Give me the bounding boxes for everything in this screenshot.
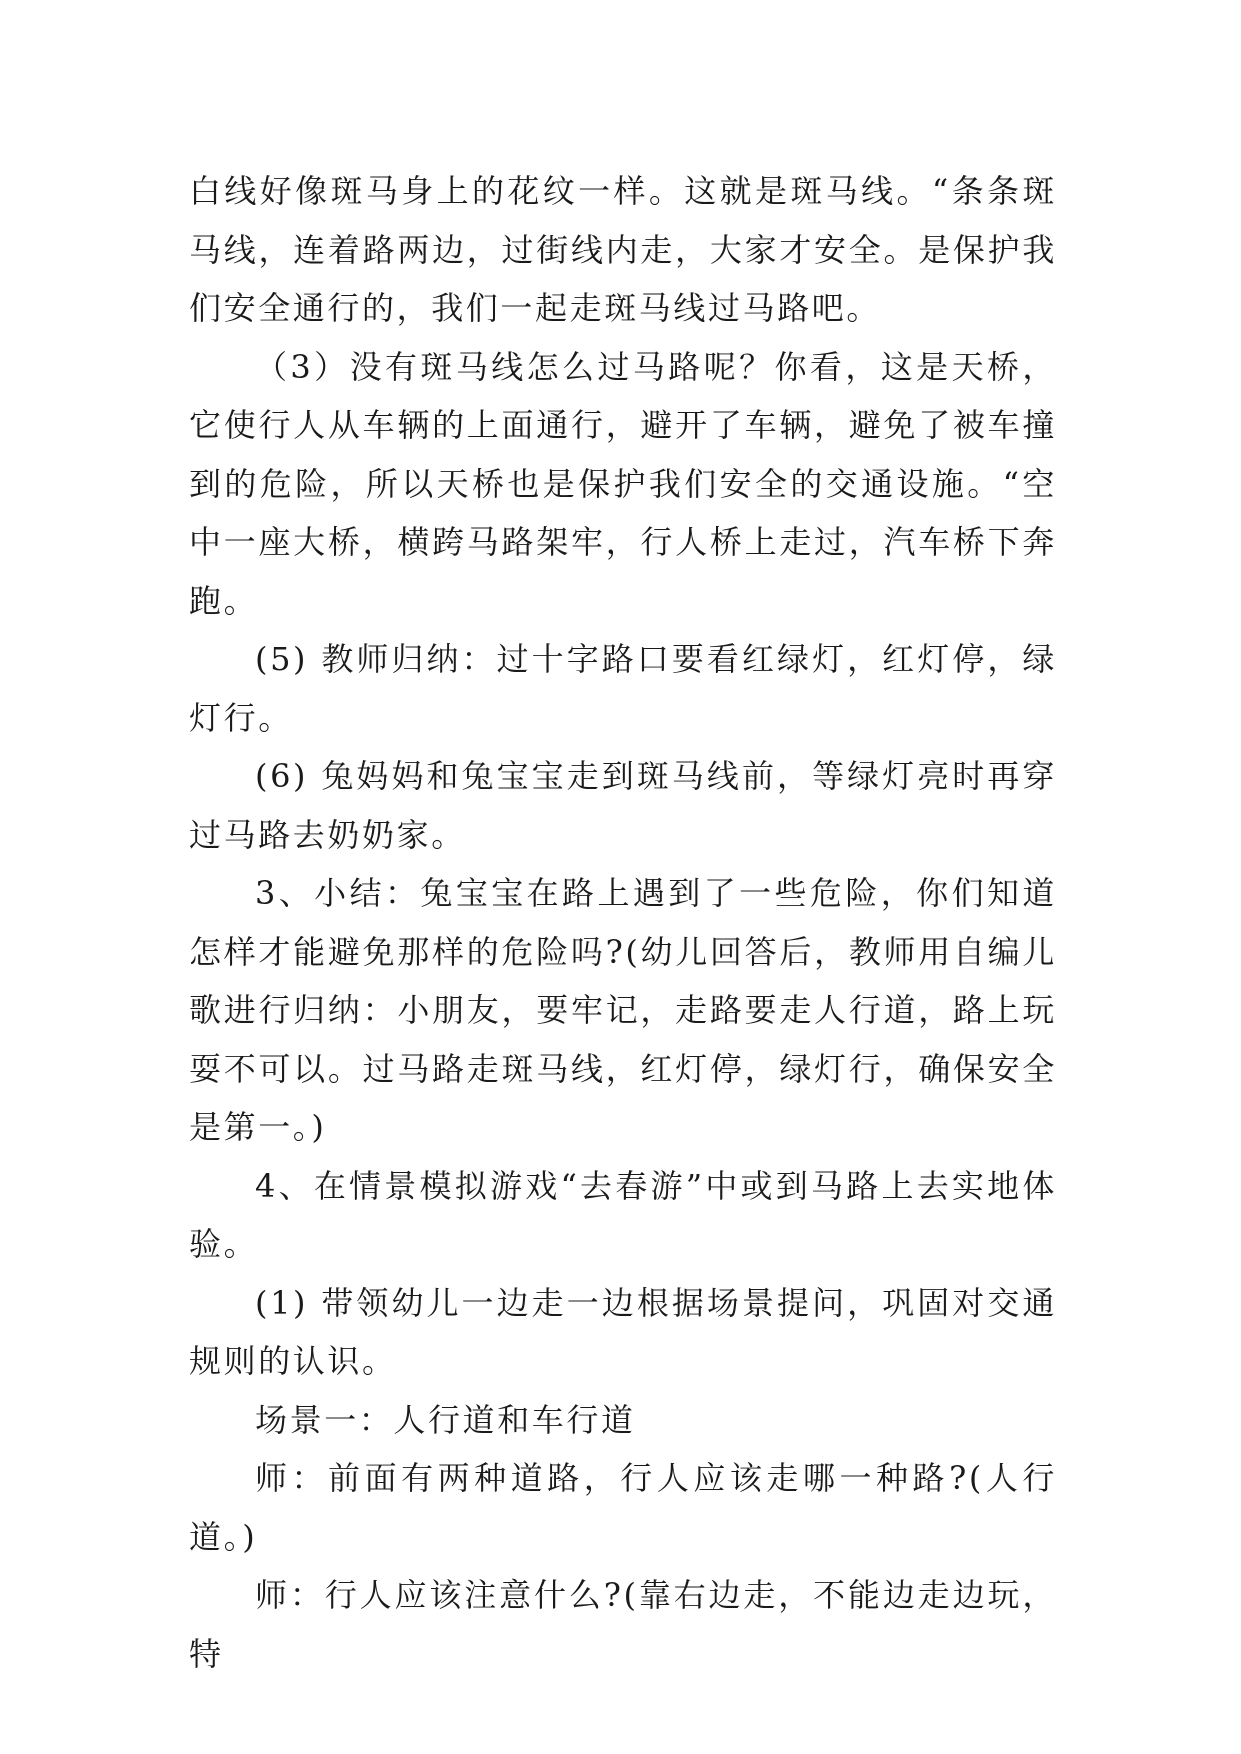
paragraph-9: 师：前面有两种道路，行人应该走哪一种路?(人行道。) [189, 1459, 1057, 1556]
paragraph-8: 场景一：人行道和车行道 [255, 1400, 636, 1439]
paragraph-5: 3、小结：兔宝宝在路上遇到了一些危险，你们知道怎样才能避免那样的危险吗?(幼儿回答后，教师用自编儿歌进行归纳：小朋友，要牢记，走路要走人行道，路上玩耍不可以。过马路走斑马线，红灯停，绿灯行，确保安全是第一。) [189, 874, 1057, 1146]
paragraph-7: (1) 带领幼儿一边走一边根据场景提问，巩固对交通规则的认识。 [189, 1283, 1057, 1380]
paragraph-3: (5) 教师归纳：过十字路口要看红绿灯，红灯停，绿灯行。 [189, 640, 1057, 737]
paragraph-6: 4、在情景模拟游戏“去春游”中或到马路上去实地体验。 [189, 1166, 1057, 1263]
paragraph-4: (6) 兔妈妈和兔宝宝走到斑马线前，等绿灯亮时再穿过马路去奶奶家。 [189, 757, 1057, 854]
paragraph-10: 师：行人应该注意什么?(靠右边走，不能边走边玩，特 [189, 1576, 1057, 1673]
paragraph-1: 白线好像斑马身上的花纹一样。这就是斑马线。“条条斑马线，连着路两边，过街线内走，大家才安全。是保护我们安全通行的，我们一起走斑马线过马路吧。 [189, 172, 1057, 327]
document-body [189, 162, 1057, 1683]
paragraph-2: （3）没有斑马线怎么过马路呢？你看，这是天桥，它使行人从车辆的上面通行，避开了车辆，避免了被车撞到的危险，所以天桥也是保护我们安全的交通设施。“空中一座大桥，横跨马路架牢，行人桥上走过，汽车桥下奔跑。 [189, 347, 1057, 620]
